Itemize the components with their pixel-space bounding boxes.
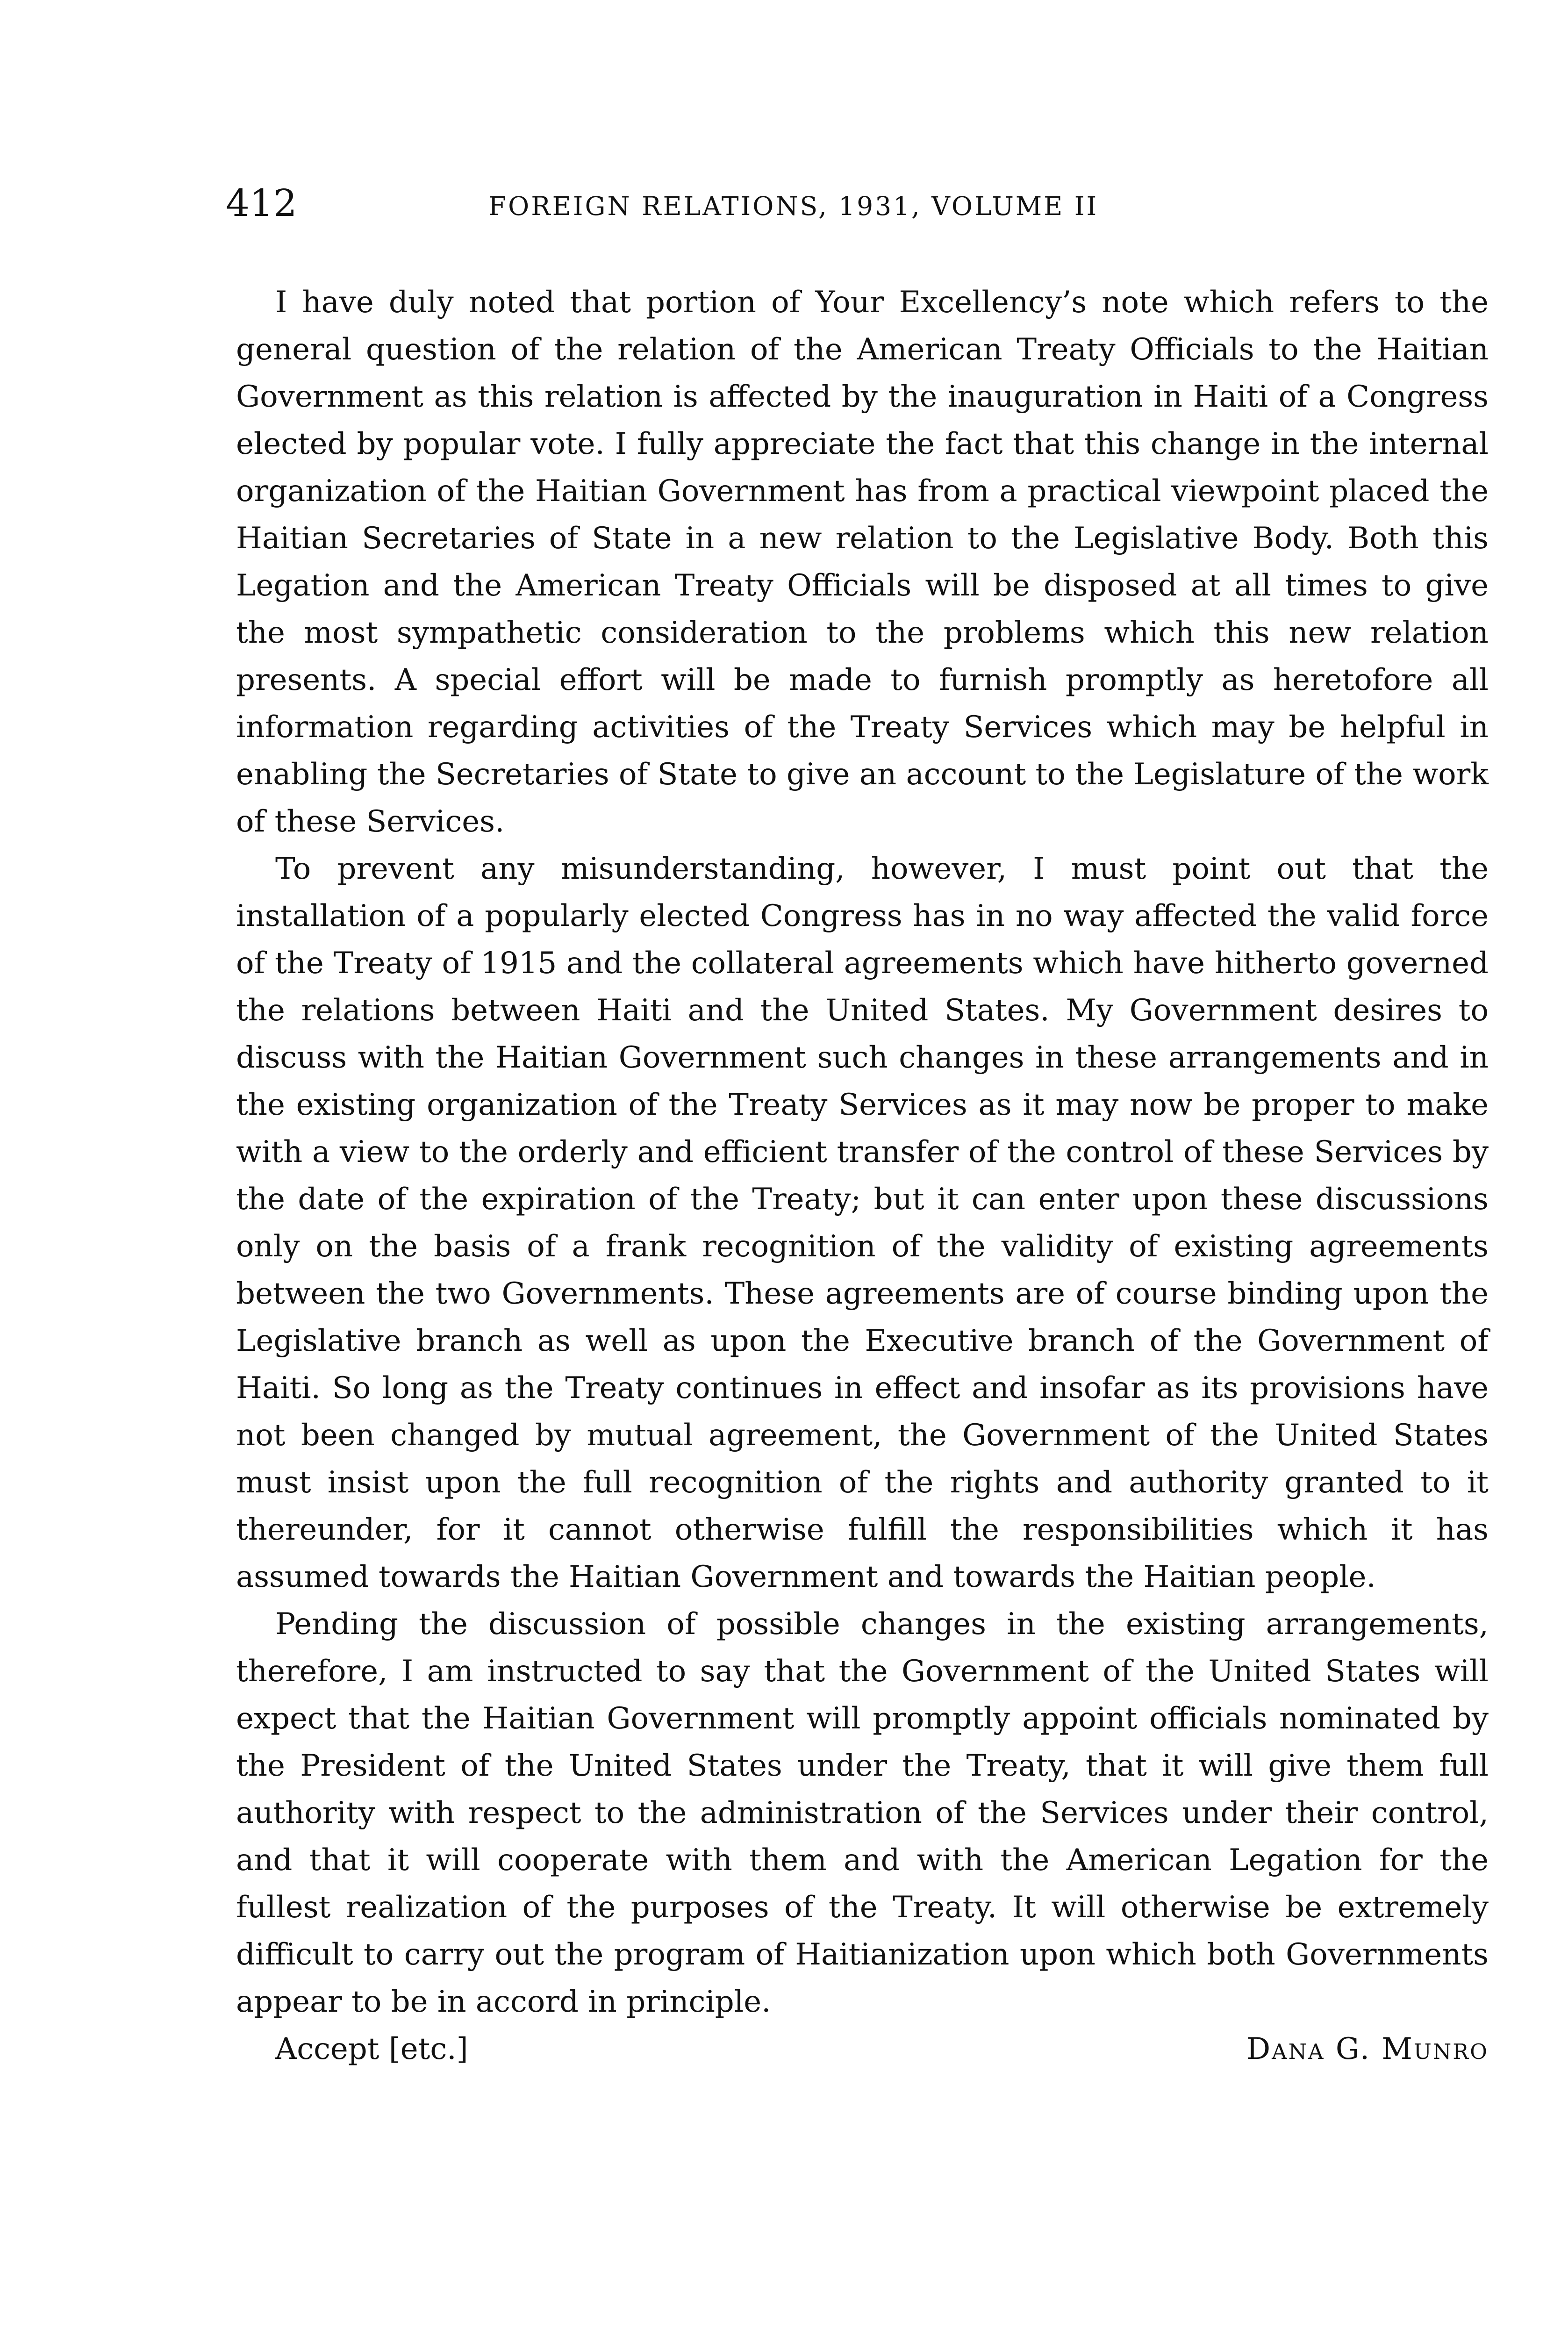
paragraph-2: To prevent any misunderstanding, however, I must point out that the installation of a popularly elected Congress has in no way affected the valid force of the Treaty of 1915 and the collateral agreements which have hitherto governed the relations between Haiti and the United States. My Government desires to discuss with the Haitian Government such changes in these arrangements and in the existing organization of the Treaty Services as it may now be proper to make with a view to the orderly and efficient transfer of the control of these Services by the date of the expiration of the Treaty; but it can enter upon these discussions only on the basis of a frank recognition of the validity of existing agreements between the two Governments. These agreements are of course binding upon the Legislative branch as well as upon the Executive branch of the Government of Haiti. So long as the Treaty continues in effect and insofar as its provisions have not been changed by mutual agreement, the Government of the United States must insist upon the full recognition of the rights and authority granted to it thereunder, for it cannot otherwise fulfill the responsibilities which it has assumed towards the Haitian Government and towards the Haitian people. (236, 852, 1489, 1594)
running-header (226, 180, 1489, 236)
paragraph-1: I have duly noted that portion of Your Excellency’s note which refers to the general question of the relation of the American Treaty Officials to the Haitian Government as this relation is affected by the inauguration in Haiti of a Congress elected by popular vote. I fully appreciate the fact that this change in the internal organization of the Haitian Government has from a practical viewpoint placed the Haitian Secretaries of State in a new relation to the Legislative Body. Both this Legation and the American Treaty Officials will be disposed at all times to give the most sympathetic consideration to the problems which this new relation presents. A special effort will be made to furnish promptly as heretofore all information regarding activities of the Treaty Services which may be helpful in enabling the Secretaries of State to give an account to the Legislature of the work of these Services. (236, 285, 1489, 839)
signature: Dana G. Munro (1246, 2032, 1489, 2066)
document-page (226, 180, 1489, 2073)
closing-formula: Accept [etc.] (275, 2032, 468, 2066)
letter-closing (236, 2026, 1489, 2073)
letter-body (236, 279, 1489, 2026)
page-number: 412 (226, 181, 297, 225)
running-title: FOREIGN RELATIONS, 1931, VOLUME II (488, 191, 1099, 221)
paragraph-3: Pending the discussion of possible changes in the existing arrangements, therefore, I am instructed to say that the Government of the United States will expect that the Haitian Government will promptly appoint officials nominated by the President of the United States under the Treaty, that it will give them full authority with respect to the administration of the Services under their control, and that it will cooperate with them and with the American Legation for the fullest realization of the purposes of the Treaty. It will otherwise be extremely difficult to carry out the program of Haitianization upon which both Governments appear to be in accord in principle. (236, 1607, 1489, 2019)
